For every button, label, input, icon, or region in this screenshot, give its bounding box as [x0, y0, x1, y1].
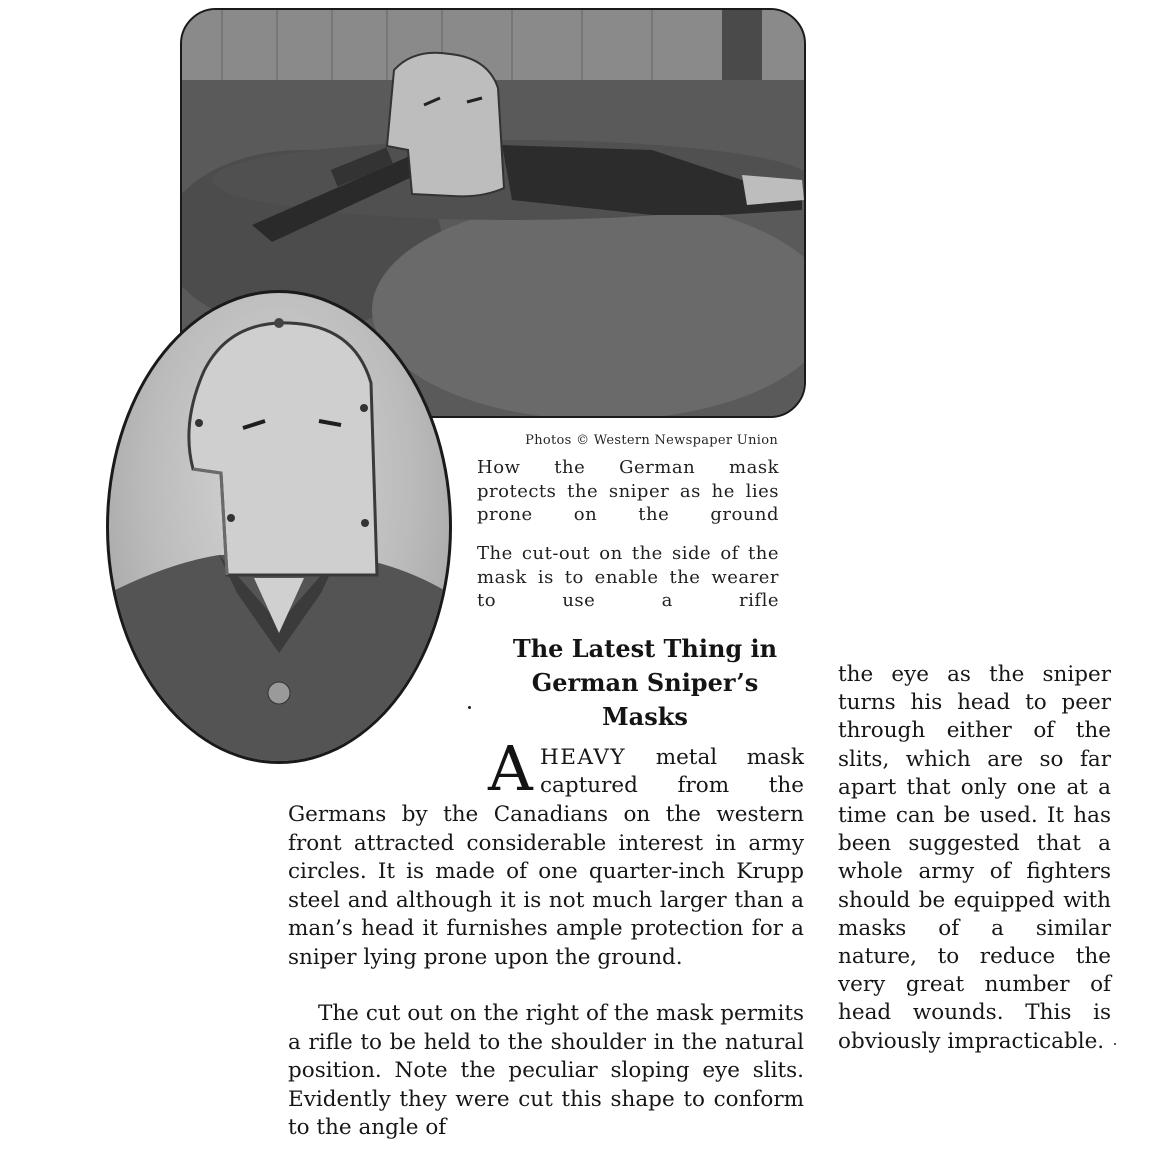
article-paragraph-1: Germans by the Canadians on the western front attracted considerable interest in army circles. It is made of one quarter-inch Krupp steel and although it is not much larger than a man’s head it furnishes ample protection for a sniper lying prone upon the ground.	[288, 802, 804, 970]
caption-mask-cutout: The cut-out on the side of the mask is to enable the wearer to use a rifle	[477, 543, 779, 611]
mask-portrait-illustration	[109, 293, 449, 761]
lead-line-2: captured from the	[540, 773, 804, 798]
print-speck	[468, 706, 471, 709]
headline-line-2: German Sniper’s	[531, 668, 759, 697]
photo-mask-portrait	[106, 290, 452, 764]
lead-line	[540, 744, 804, 773]
article-headline	[470, 632, 820, 734]
article-column-2: the eye as the sniper turns his head to peer through either of the slits, which are so far apart that only one at a time can be used. It has been suggested that a whole army of fighters should be equipped with masks of a similar nature, to reduce the very great number of head wounds. This is obviously impracticable.	[838, 662, 1111, 1054]
drop-cap: A	[488, 732, 533, 805]
lead-line-rest: metal mask	[626, 745, 804, 770]
lead-small-caps: HEAVY	[540, 745, 627, 770]
article-paragraph-2: The cut out on the right of the mask permits a rifle to be held to the shoulder in the natural position. Note the peculiar sloping eye slits. Evidently they were cut this shape to conform to the angle of	[288, 1001, 804, 1140]
headline-line-1: The Latest Thing in	[512, 634, 778, 663]
print-speck	[1114, 1043, 1116, 1045]
headline-line-3: Masks	[602, 702, 688, 731]
photo-credit: Photos © Western Newspaper Union	[525, 433, 778, 448]
caption-prone-sniper: How the German mask protects the sniper as he lies prone on the ground	[477, 457, 779, 525]
